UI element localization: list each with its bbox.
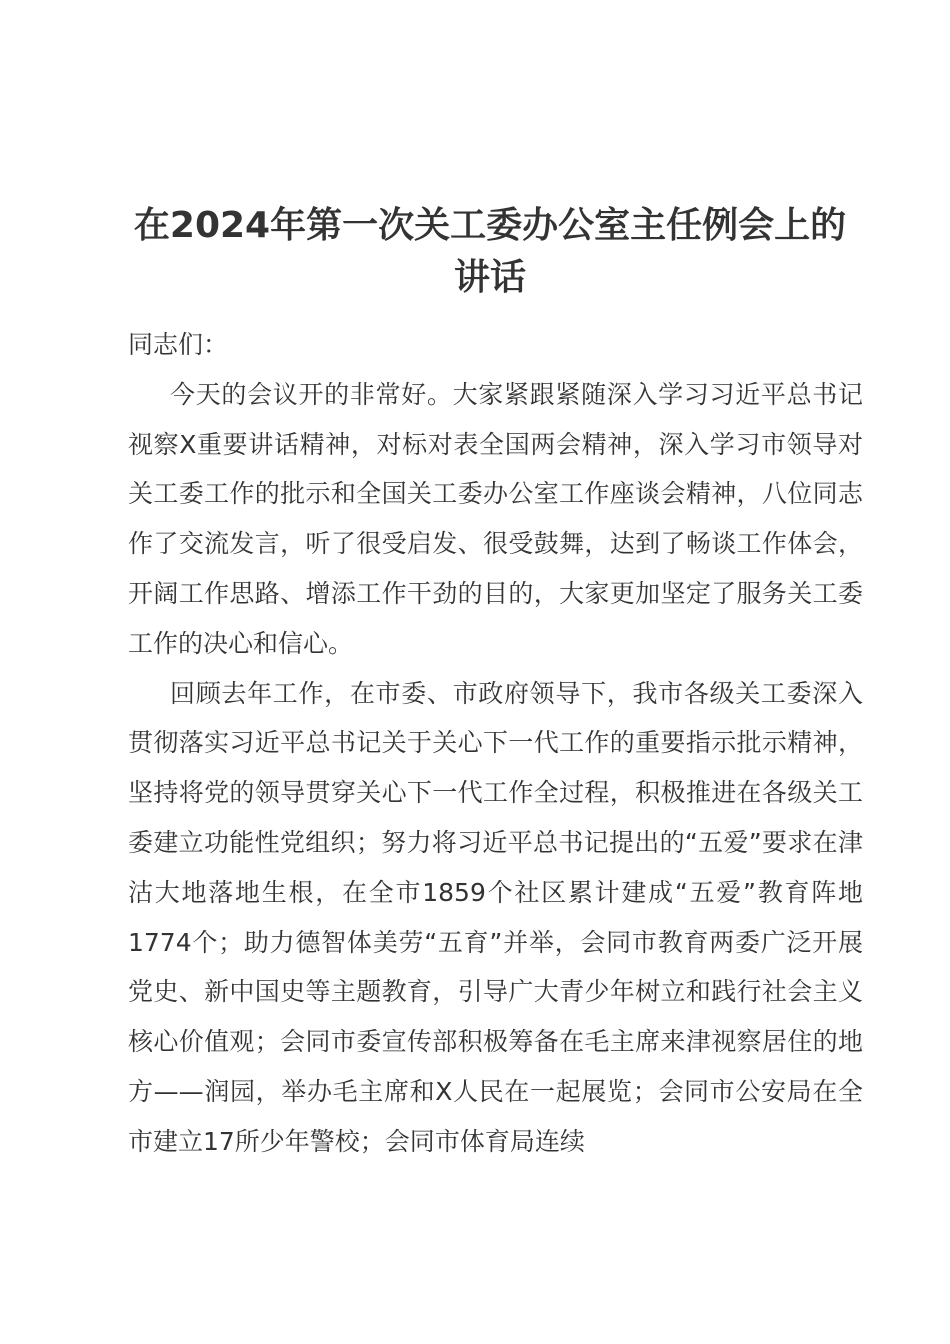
document-body <box>128 320 863 1167</box>
paragraph-2: 回顾去年工作，在市委、市政府领导下，我市各级关工委深入贯彻落实习近平总书记关于关心下一代工作的重要指示批示精神，坚持将党的领导贯穿关心下一代工作全过程，积极推进在各级关工委建立功能性党组织；努力将习近平总书记提出的“五爱”要求在津沽大地落地生根，在全市1859个社区累计建成“五爱”教育阵地1774个；助力德智体美劳“五育”并举，会同市教育两委广泛开展党史、新中国史等主题教育，引导广大青少年树立和践行社会主义核心价值观；会同市委宣传部积极筹备在毛主席来津视察居住的地方——润园，举办毛主席和X人民在一起展览；会同市公安局在全市建立17所少年警校；会同市体育局连续 <box>128 678 863 1156</box>
salutation: 同志们： <box>128 330 229 359</box>
document-title: 在2024年第一次关工委办公室主任例会上的讲话 <box>133 205 847 298</box>
paragraph-1: 今天的会议开的非常好。大家紧跟紧随深入学习习近平总书记视察X重要讲话精神，对标对表全国两会精神，深入学习市领导对关工委工作的批示和全国关工委办公室工作座谈会精神，八位同志作了交流发言，听了很受启发、很受鼓舞，达到了畅谈工作体会，开阔工作思路、增添工作干劲的目的，大家更加坚定了服务关工委工作的决心和信心。 <box>128 379 863 658</box>
